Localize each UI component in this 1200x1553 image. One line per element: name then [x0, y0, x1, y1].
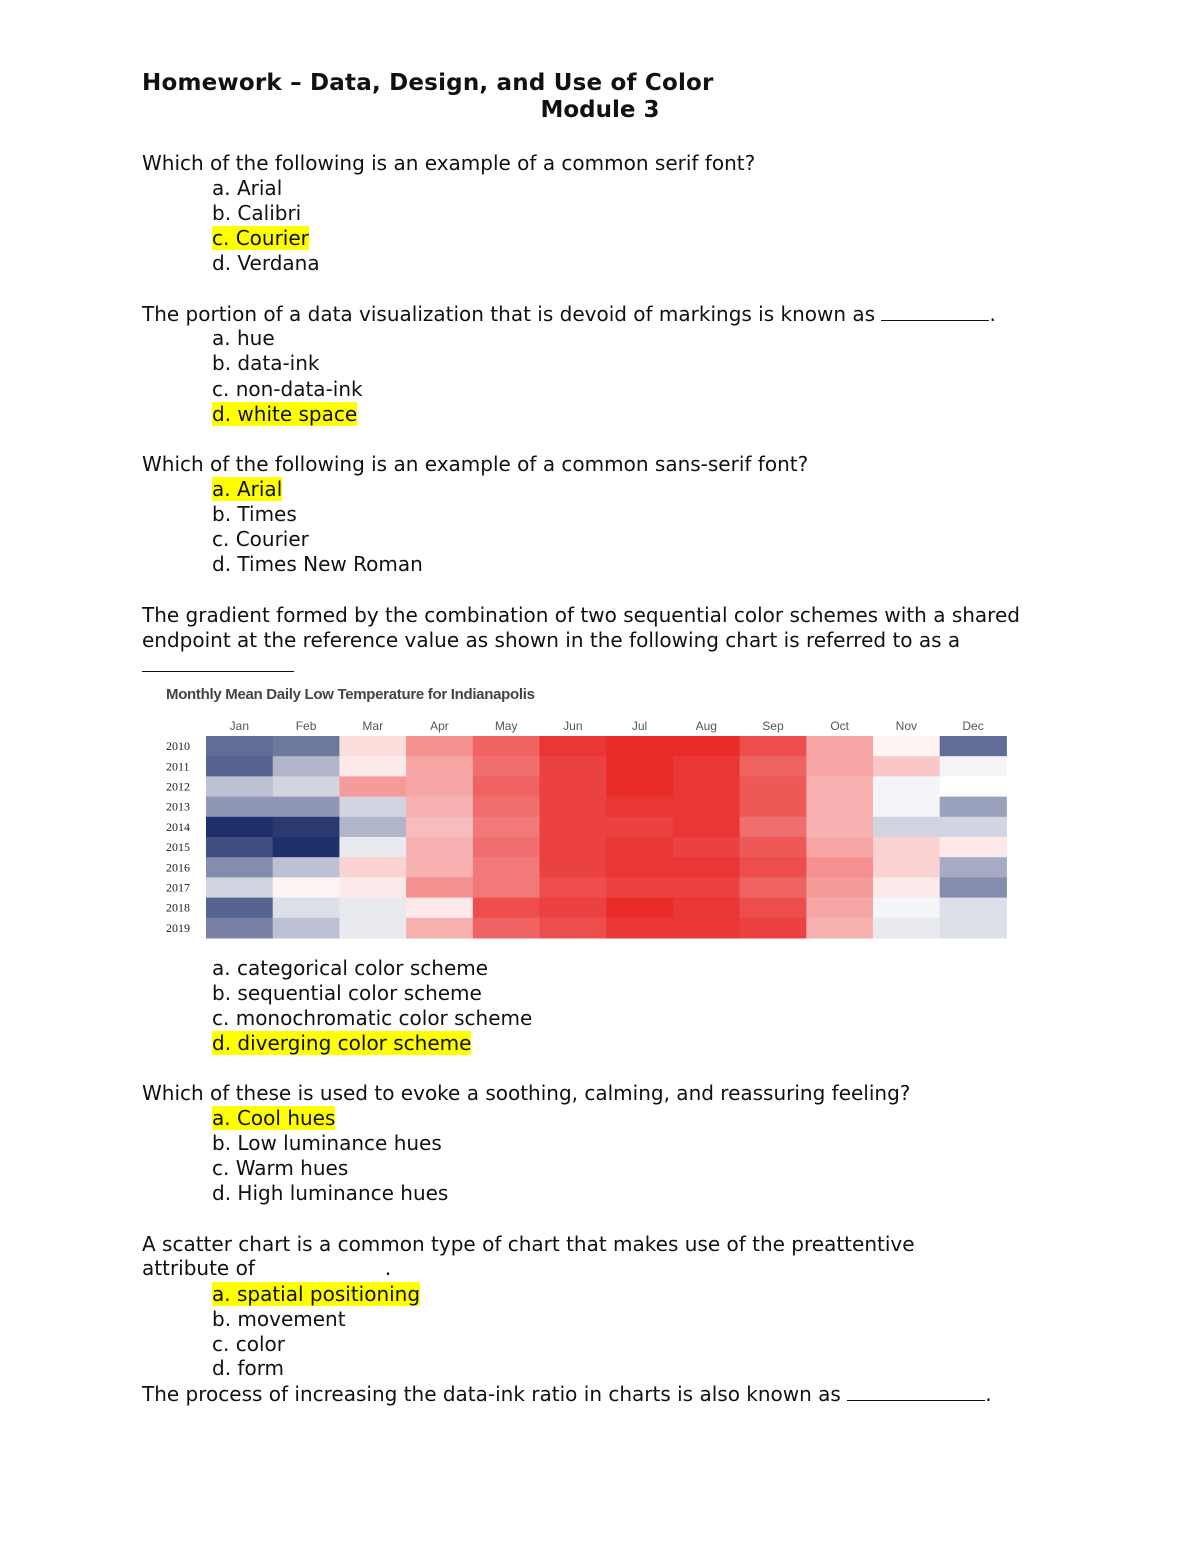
heatmap-cell: [406, 756, 473, 777]
question-3-option-c: c. Courier: [212, 527, 309, 551]
heatmap-cell: [873, 817, 940, 838]
heatmap-cell: [339, 776, 406, 797]
heatmap-cell: [740, 857, 807, 878]
question-2-option-b: b. data-ink: [212, 351, 320, 375]
y-tick-label: 2016: [166, 860, 190, 875]
heatmap-cell: [673, 797, 740, 818]
heatmap-chart: [162, 684, 1012, 944]
y-tick-label: 2018: [166, 900, 190, 915]
question-6-prompt-line2: attribute of .: [142, 1256, 392, 1280]
highlighted-answer: a. Cool hues: [212, 1106, 336, 1130]
heatmap-cell: [273, 817, 340, 838]
heatmap-cell: [606, 817, 673, 838]
question-1-option-a: a. Arial: [212, 176, 283, 200]
heatmap-cell: [873, 877, 940, 898]
question-6-option-a: [212, 1282, 420, 1307]
heatmap-cell: [206, 817, 273, 838]
heatmap-cell: [740, 756, 807, 777]
question-6-option-d: d. form: [212, 1356, 285, 1380]
heatmap-cell: [540, 797, 607, 818]
heatmap-cell: [806, 756, 873, 777]
heatmap-cell: [206, 877, 273, 898]
heatmap-cell: [339, 857, 406, 878]
document-subtitle: Module 3: [540, 97, 660, 123]
heatmap-cell: [406, 776, 473, 797]
heatmap-cell: [940, 817, 1007, 838]
heatmap-cell: [806, 736, 873, 757]
question-7-prompt: The process of increasing the data-ink ratio in charts is also known as .: [142, 1382, 992, 1406]
heatmap-cell: [473, 898, 540, 919]
heatmap-cell: [273, 877, 340, 898]
x-tick-label: Oct: [830, 719, 849, 733]
y-tick-label: 2015: [166, 840, 190, 855]
x-tick-label: Nov: [895, 719, 918, 733]
heatmap-cell: [873, 776, 940, 797]
heatmap-cell: [339, 898, 406, 919]
heatmap-cell: [940, 776, 1007, 797]
heatmap-cell: [740, 776, 807, 797]
heatmap-cell: [673, 817, 740, 838]
question-4-option-d: [212, 1031, 471, 1056]
y-tick-label: 2019: [166, 920, 190, 935]
heatmap-cell: [873, 797, 940, 818]
heatmap-cell: [206, 918, 273, 939]
chart-title: Monthly Mean Daily Low Temperature for Indianapolis: [166, 686, 535, 703]
question-6-option-b: b. movement: [212, 1307, 346, 1331]
heatmap-cell: [673, 756, 740, 777]
question-6-prompt-line1: A scatter chart is a common type of chart that makes use of the preattentive: [142, 1232, 915, 1256]
highlighted-answer: c. Courier: [212, 226, 309, 250]
x-tick-label: Mar: [362, 719, 384, 733]
heatmap-cell: [673, 736, 740, 757]
question-4-option-c: c. monochromatic color scheme: [212, 1006, 533, 1030]
heatmap-cell: [273, 756, 340, 777]
heatmap-cell: [940, 898, 1007, 919]
heatmap-cell: [406, 857, 473, 878]
question-5-option-b: b. Low luminance hues: [212, 1131, 442, 1155]
heatmap-cell: [540, 918, 607, 939]
x-tick-label: Jun: [563, 719, 583, 733]
x-tick-label: Dec: [962, 719, 984, 733]
heatmap-cell: [873, 857, 940, 878]
y-tick-label: 2012: [166, 779, 190, 794]
question-4-prompt: The gradient formed by the combination of two sequential color schemes with a shared endpoint at the reference value as shown in the following chart is referred to as a: [142, 603, 1062, 678]
heatmap-cell: [406, 797, 473, 818]
heatmap-cell: [673, 898, 740, 919]
x-tick-label: Jan: [229, 719, 250, 733]
heatmap-cell: [339, 877, 406, 898]
heatmap-cell: [273, 918, 340, 939]
heatmap-cell: [339, 918, 406, 939]
heatmap-cell: [673, 776, 740, 797]
document-title: Homework – Data, Design, and Use of Color: [142, 70, 714, 96]
heatmap-cell: [206, 898, 273, 919]
heatmap-cell: [606, 736, 673, 757]
heatmap-cell: [406, 918, 473, 939]
heatmap-cell: [473, 918, 540, 939]
x-tick-label: Feb: [295, 719, 317, 733]
heatmap-cell: [673, 877, 740, 898]
heatmap-cell: [473, 736, 540, 757]
heatmap-cell: [806, 918, 873, 939]
heatmap-cell: [740, 736, 807, 757]
question-4-option-a: a. categorical color scheme: [212, 956, 489, 980]
heatmap-cell: [673, 857, 740, 878]
answer-blank: [881, 302, 989, 321]
y-tick-label: 2011: [166, 759, 190, 774]
y-tick-label: 2013: [166, 799, 190, 814]
heatmap-cell: [873, 918, 940, 939]
heatmap-cell: [206, 797, 273, 818]
heatmap-cell: [940, 756, 1007, 777]
question-3-option-d: d. Times New Roman: [212, 552, 423, 576]
question-4-option-b: b. sequential color scheme: [212, 981, 482, 1005]
heatmap-cell: [740, 817, 807, 838]
heatmap-cell: [540, 857, 607, 878]
heatmap-cell: [339, 736, 406, 757]
answer-blank: [142, 653, 294, 672]
heatmap-cell: [473, 817, 540, 838]
heatmap-cell: [873, 898, 940, 919]
question-1-prompt: Which of the following is an example of a common serif font?: [142, 151, 756, 175]
heatmap-cell: [540, 898, 607, 919]
y-tick-label: 2017: [166, 880, 190, 895]
heatmap-cell: [406, 837, 473, 858]
heatmap-cell: [806, 898, 873, 919]
heatmap-cell: [606, 756, 673, 777]
heatmap-cell: [273, 776, 340, 797]
y-tick-label: 2010: [166, 739, 190, 754]
heatmap-cell: [339, 756, 406, 777]
heatmap-cell: [873, 736, 940, 757]
question-2-option-a: a. hue: [212, 326, 275, 350]
heatmap-cell: [406, 898, 473, 919]
question-5-option-a: [212, 1106, 335, 1131]
heatmap-cell: [540, 776, 607, 797]
heatmap-cell: [806, 857, 873, 878]
heatmap-cell: [940, 877, 1007, 898]
heatmap-cell: [206, 736, 273, 757]
heatmap-cell: [740, 837, 807, 858]
x-tick-label: May: [494, 719, 518, 733]
heatmap-cell: [473, 837, 540, 858]
heatmap-cell: [606, 898, 673, 919]
question-3-prompt: Which of the following is an example of a common sans-serif font?: [142, 452, 809, 476]
heatmap-cell: [740, 877, 807, 898]
y-tick-label: 2014: [166, 819, 190, 834]
heatmap-cell: [339, 797, 406, 818]
heatmap-cell: [806, 837, 873, 858]
heatmap-cell: [473, 776, 540, 797]
heatmap-cell: [806, 797, 873, 818]
highlighted-answer: a. spatial positioning: [212, 1282, 421, 1306]
heatmap-cell: [406, 736, 473, 757]
heatmap-cell: [806, 817, 873, 838]
heatmap-cell: [940, 918, 1007, 939]
highlighted-answer: a. Arial: [212, 477, 283, 501]
heatmap-cell: [273, 797, 340, 818]
heatmap-cell: [873, 837, 940, 858]
question-2-option-c: c. non-data-ink: [212, 377, 363, 401]
heatmap-cell: [273, 837, 340, 858]
heatmap-cell: [540, 837, 607, 858]
x-tick-label: Aug: [695, 719, 717, 733]
heatmap-cell: [406, 877, 473, 898]
heatmap-cell: [673, 918, 740, 939]
question-5-option-d: d. High luminance hues: [212, 1181, 449, 1205]
answer-blank: [847, 1382, 985, 1401]
heatmap-cell: [273, 736, 340, 757]
heatmap-cell: [940, 797, 1007, 818]
heatmap-cell: [606, 797, 673, 818]
heatmap-cell: [339, 837, 406, 858]
heatmap-cell: [740, 797, 807, 818]
question-3-option-a: [212, 477, 282, 502]
heatmap-cell: [606, 918, 673, 939]
question-1-option-b: b. Calibri: [212, 201, 302, 225]
question-2-prompt: The portion of a data visualization that is devoid of markings is known as .: [142, 302, 996, 326]
question-3-option-b: b. Times: [212, 502, 297, 526]
heatmap-cell: [606, 857, 673, 878]
heatmap-cell: [339, 817, 406, 838]
heatmap-cell: [540, 877, 607, 898]
question-5-prompt: Which of these is used to evoke a soothing, calming, and reassuring feeling?: [142, 1081, 911, 1105]
heatmap-cell: [540, 756, 607, 777]
heatmap-cell: [540, 736, 607, 757]
question-1-option-c: [212, 226, 309, 251]
heatmap-cell: [606, 776, 673, 797]
heatmap-cell: [673, 837, 740, 858]
question-6-option-c: c. color: [212, 1332, 285, 1356]
heatmap-cell: [406, 817, 473, 838]
heatmap-cell: [740, 918, 807, 939]
question-1-option-d: d. Verdana: [212, 251, 320, 275]
x-tick-label: Apr: [430, 719, 449, 733]
heatmap-cell: [273, 857, 340, 878]
heatmap-cell: [206, 857, 273, 878]
heatmap-cell: [473, 756, 540, 777]
heatmap-cell: [606, 877, 673, 898]
heatmap-cell: [940, 857, 1007, 878]
heatmap-cell: [940, 837, 1007, 858]
heatmap-cell: [806, 776, 873, 797]
heatmap-cell: [873, 756, 940, 777]
heatmap-cell: [606, 837, 673, 858]
heatmap-cell: [273, 898, 340, 919]
highlighted-answer: d. white space: [212, 402, 358, 426]
heatmap-cell: [806, 877, 873, 898]
question-2-option-d: [212, 402, 357, 427]
heatmap-cell: [206, 837, 273, 858]
heatmap-cell: [740, 898, 807, 919]
question-5-option-c: c. Warm hues: [212, 1156, 349, 1180]
heatmap-cell: [473, 877, 540, 898]
heatmap-cell: [540, 817, 607, 838]
heatmap-cell: [473, 857, 540, 878]
heatmap-cell: [206, 776, 273, 797]
heatmap-cell: [206, 756, 273, 777]
x-tick-label: Sep: [762, 719, 784, 733]
heatmap-cell: [940, 736, 1007, 757]
highlighted-answer: d. diverging color scheme: [212, 1031, 472, 1055]
x-tick-label: Jul: [631, 719, 648, 733]
heatmap-cell: [473, 797, 540, 818]
